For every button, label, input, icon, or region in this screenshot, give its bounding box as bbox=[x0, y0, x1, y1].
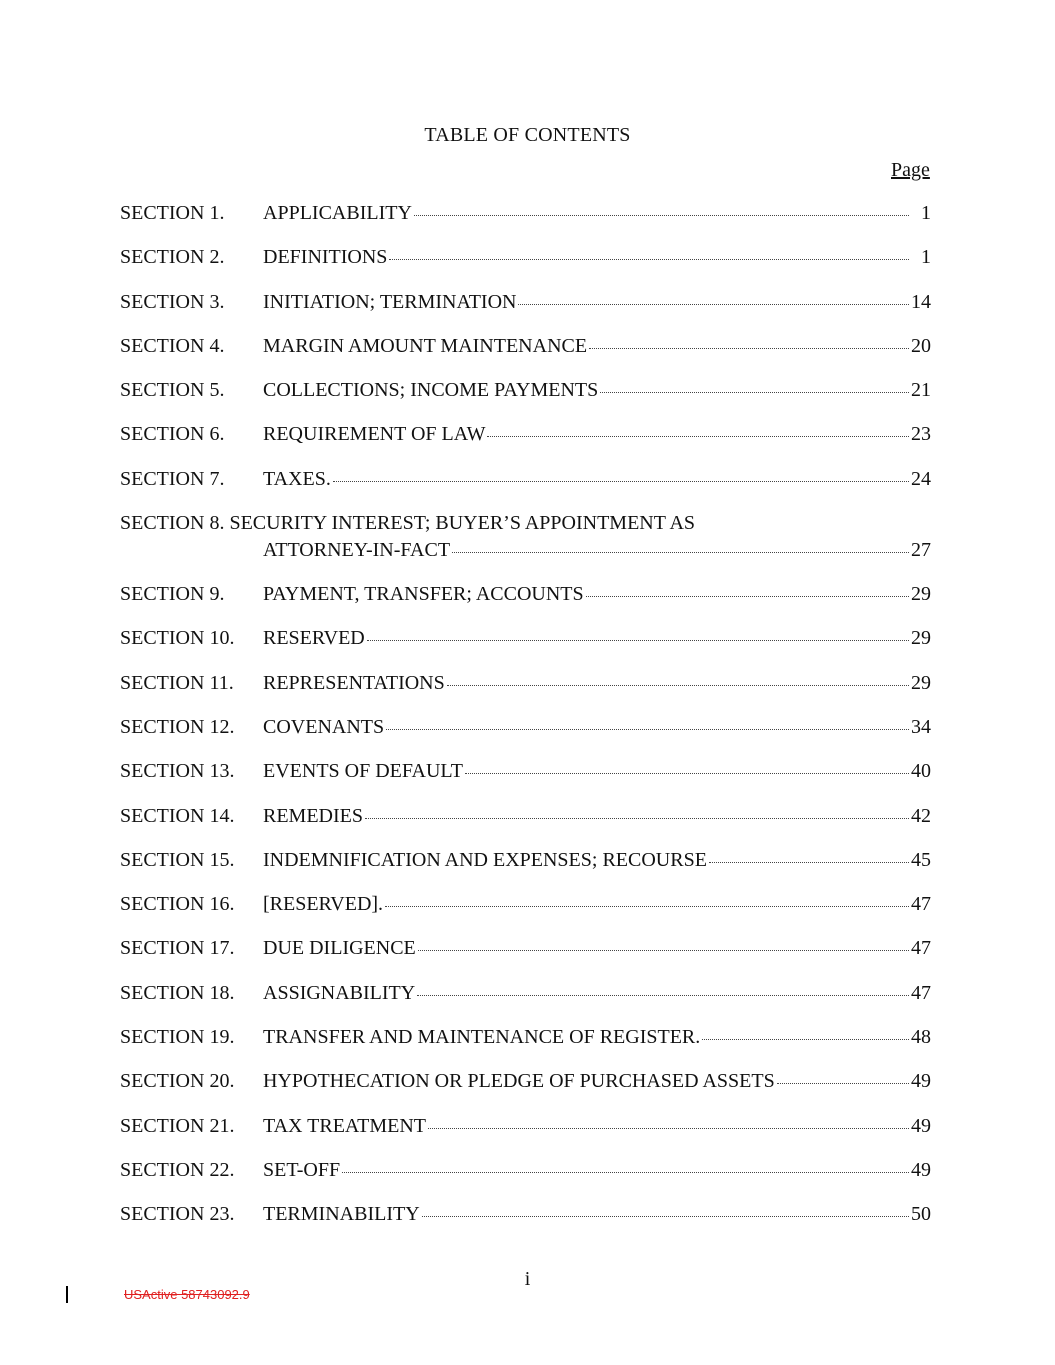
dot-leader bbox=[389, 259, 909, 260]
toc-entry[interactable] bbox=[120, 1115, 931, 1159]
section-title: INITIATION; TERMINATION bbox=[263, 290, 517, 313]
section-title: SET-OFF bbox=[263, 1158, 341, 1181]
section-number: SECTION 18. bbox=[120, 981, 235, 1004]
section-title: COVENANTS bbox=[263, 715, 385, 738]
section-number: SECTION 21. bbox=[120, 1114, 235, 1137]
section-page: 49 bbox=[911, 1158, 931, 1181]
dot-leader bbox=[422, 1216, 909, 1217]
section-number: SECTION 17. bbox=[120, 937, 235, 960]
section-page: 21 bbox=[911, 379, 931, 402]
toc-entry[interactable] bbox=[120, 1026, 931, 1070]
section-page: 24 bbox=[911, 467, 931, 490]
dot-leader bbox=[365, 818, 909, 819]
toc-entry[interactable] bbox=[120, 849, 931, 893]
dot-leader bbox=[367, 640, 909, 641]
page-column-heading: Page bbox=[891, 159, 930, 181]
dot-leader bbox=[342, 1172, 909, 1173]
section-number: SECTION 11. bbox=[120, 671, 234, 694]
section-title: HYPOTHECATION OR PLEDGE OF PURCHASED ASSETS bbox=[263, 1070, 775, 1093]
dot-leader bbox=[414, 215, 909, 216]
section-heading-line bbox=[120, 512, 931, 539]
section-page: 23 bbox=[911, 423, 931, 446]
section-title: REPRESENTATIONS bbox=[263, 671, 445, 694]
dot-leader bbox=[586, 596, 909, 597]
toc-entry[interactable] bbox=[120, 1159, 931, 1203]
section-page: 45 bbox=[911, 848, 931, 871]
section-page: 50 bbox=[911, 1203, 931, 1226]
section-number: SECTION 9. bbox=[120, 583, 225, 606]
section-title: MARGIN AMOUNT MAINTENANCE bbox=[263, 334, 588, 357]
toc-entry[interactable] bbox=[120, 982, 931, 1026]
section-number: SECTION 10. bbox=[120, 627, 235, 650]
dot-leader bbox=[702, 1039, 909, 1040]
change-bar bbox=[66, 1286, 68, 1303]
dot-leader bbox=[385, 906, 909, 907]
section-title: RESERVED bbox=[263, 627, 365, 650]
toc-entry[interactable] bbox=[120, 627, 931, 671]
section-title: EVENTS OF DEFAULT bbox=[263, 760, 464, 783]
dot-leader bbox=[600, 392, 909, 393]
toc-entry[interactable] bbox=[120, 805, 931, 849]
section-title: [RESERVED]. bbox=[263, 893, 384, 916]
dot-leader bbox=[333, 481, 909, 482]
section-page: 48 bbox=[911, 1026, 931, 1049]
section-page: 34 bbox=[911, 715, 931, 738]
section-number: SECTION 6. bbox=[120, 423, 225, 446]
section-number: SECTION 8. bbox=[120, 512, 225, 535]
dot-leader bbox=[417, 995, 909, 996]
toc-entry[interactable] bbox=[120, 760, 931, 804]
section-title: COLLECTIONS; INCOME PAYMENTS bbox=[263, 379, 599, 402]
section-number: SECTION 16. bbox=[120, 893, 235, 916]
section-page: 1 bbox=[921, 202, 931, 224]
toc-entry[interactable] bbox=[120, 468, 931, 512]
section-title: APPLICABILITY bbox=[263, 202, 412, 224]
section-title: PAYMENT, TRANSFER; ACCOUNTS bbox=[263, 583, 584, 606]
section-page: 40 bbox=[911, 760, 931, 783]
section-page: 49 bbox=[911, 1114, 931, 1137]
section-continuation-line bbox=[120, 539, 931, 562]
toc-entry[interactable] bbox=[120, 937, 931, 981]
section-number: SECTION 3. bbox=[120, 290, 225, 313]
section-title: REMEDIES bbox=[263, 804, 363, 827]
toc-entry[interactable] bbox=[120, 246, 931, 290]
section-title: REQUIREMENT OF LAW bbox=[263, 423, 486, 446]
toc-entry[interactable] bbox=[120, 379, 931, 423]
section-page: 29 bbox=[911, 583, 931, 606]
section-number: SECTION 13. bbox=[120, 760, 235, 783]
section-title: TRANSFER AND MAINTENANCE OF REGISTER. bbox=[263, 1026, 701, 1049]
toc-title: TABLE OF CONTENTS bbox=[424, 124, 631, 146]
section-title: DEFINITIONS bbox=[263, 246, 388, 269]
toc-entry[interactable] bbox=[120, 672, 931, 716]
toc-entry[interactable] bbox=[120, 1203, 931, 1247]
toc-entry[interactable] bbox=[120, 893, 931, 937]
toc-list bbox=[120, 202, 931, 1248]
dot-leader bbox=[487, 436, 909, 437]
dot-leader bbox=[386, 729, 909, 730]
dot-leader bbox=[777, 1083, 909, 1084]
section-number: SECTION 1. bbox=[120, 202, 225, 224]
section-page: 47 bbox=[911, 981, 931, 1004]
section-page: 47 bbox=[911, 893, 931, 916]
toc-entry[interactable] bbox=[120, 423, 931, 467]
section-page: 1 bbox=[921, 246, 931, 269]
section-page: 29 bbox=[911, 671, 931, 694]
section-page: 42 bbox=[911, 804, 931, 827]
toc-entry[interactable] bbox=[120, 1070, 931, 1114]
section-number: SECTION 7. bbox=[120, 467, 225, 490]
section-number: SECTION 23. bbox=[120, 1203, 235, 1226]
section-title: INDEMNIFICATION AND EXPENSES; RECOURSE bbox=[263, 848, 707, 871]
footer-page-number: i bbox=[524, 1268, 531, 1290]
section-number: SECTION 15. bbox=[120, 848, 235, 871]
section-number: SECTION 2. bbox=[120, 246, 225, 269]
toc-entry[interactable] bbox=[120, 512, 931, 583]
section-title: ASSIGNABILITY bbox=[263, 981, 416, 1004]
toc-entry[interactable] bbox=[120, 716, 931, 760]
toc-entry[interactable] bbox=[120, 202, 931, 246]
section-title: DUE DILIGENCE bbox=[263, 937, 416, 960]
section-page: 27 bbox=[911, 539, 931, 562]
toc-entry[interactable] bbox=[120, 583, 931, 627]
section-number: SECTION 14. bbox=[120, 804, 235, 827]
toc-entry[interactable] bbox=[120, 291, 931, 335]
section-title-line1: SECURITY INTEREST; BUYER’S APPOINTMENT AS bbox=[229, 512, 696, 535]
section-title: TAX TREATMENT bbox=[263, 1114, 427, 1137]
section-title: TAXES. bbox=[263, 467, 331, 490]
dot-leader bbox=[465, 773, 909, 774]
document-id: USActive 58743092.9 bbox=[124, 1287, 250, 1302]
dot-leader bbox=[418, 950, 909, 951]
dot-leader bbox=[447, 685, 909, 686]
dot-leader bbox=[709, 862, 909, 863]
section-number: SECTION 5. bbox=[120, 379, 225, 402]
section-page: 29 bbox=[911, 627, 931, 650]
section-number: SECTION 20. bbox=[120, 1070, 235, 1093]
dot-leader bbox=[452, 552, 909, 553]
section-title-line2: ATTORNEY-IN-FACT bbox=[263, 539, 451, 562]
section-number: SECTION 12. bbox=[120, 715, 235, 738]
section-number: SECTION 19. bbox=[120, 1026, 235, 1049]
section-number: SECTION 4. bbox=[120, 334, 225, 357]
section-page: 47 bbox=[911, 937, 931, 960]
dot-leader bbox=[589, 348, 909, 349]
toc-entry[interactable] bbox=[120, 335, 931, 379]
section-page: 49 bbox=[911, 1070, 931, 1093]
dot-leader bbox=[518, 304, 909, 305]
section-number: SECTION 22. bbox=[120, 1158, 235, 1181]
dot-leader bbox=[428, 1128, 909, 1129]
section-page: 14 bbox=[911, 290, 931, 313]
section-page: 20 bbox=[911, 334, 931, 357]
section-title: TERMINABILITY bbox=[263, 1203, 420, 1226]
